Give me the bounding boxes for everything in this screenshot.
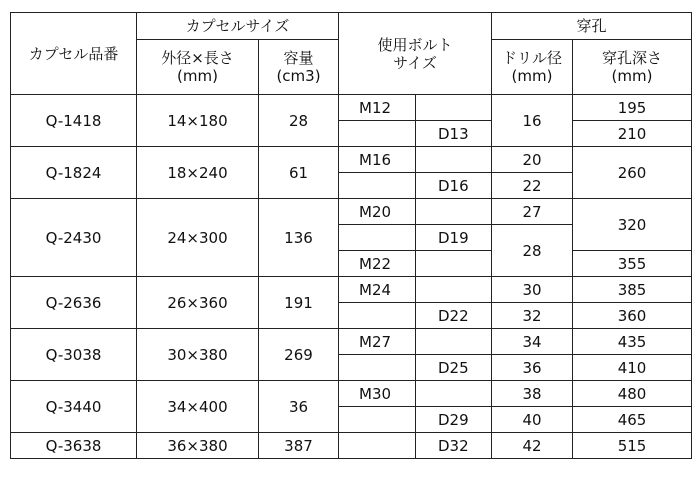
cell-bolt-d: D16 xyxy=(416,173,492,199)
table-row xyxy=(11,433,692,459)
cell-bolt-m: M12 xyxy=(339,95,416,121)
cell-depth: 435 xyxy=(573,329,692,355)
cell-depth: 320 xyxy=(573,199,692,251)
capsule-spec-table xyxy=(10,12,692,459)
cell-part-no: Q-3638 xyxy=(11,433,137,459)
cell-depth: 385 xyxy=(573,277,692,303)
cell-bolt-m: M30 xyxy=(339,381,416,407)
cell-size: 14×180 xyxy=(137,95,259,147)
cell-drill: 16 xyxy=(492,95,573,147)
cell-bolt-m xyxy=(339,355,416,381)
cell-bolt-d xyxy=(416,251,492,277)
table-row xyxy=(11,95,692,121)
cell-part-no: Q-3440 xyxy=(11,381,137,433)
cell-depth: 515 xyxy=(573,433,692,459)
cell-size: 36×380 xyxy=(137,433,259,459)
cell-size: 24×300 xyxy=(137,199,259,277)
cell-drill: 32 xyxy=(492,303,573,329)
header-size-line2: (mm) xyxy=(177,67,218,85)
cell-part-no: Q-1418 xyxy=(11,95,137,147)
cell-drill: 30 xyxy=(492,277,573,303)
cell-bolt-d xyxy=(416,277,492,303)
header-vol-line2: (cm3) xyxy=(276,67,321,85)
cell-volume: 191 xyxy=(259,277,339,329)
table-row xyxy=(11,147,692,173)
cell-drill: 20 xyxy=(492,147,573,173)
cell-volume: 136 xyxy=(259,199,339,277)
header-hole: 穿孔 xyxy=(492,13,692,40)
cell-part-no: Q-2636 xyxy=(11,277,137,329)
header-drill-diameter xyxy=(492,40,573,95)
header-diameter-length xyxy=(137,40,259,95)
cell-size: 26×360 xyxy=(137,277,259,329)
table-row xyxy=(11,381,692,407)
cell-volume: 269 xyxy=(259,329,339,381)
cell-bolt-d: D32 xyxy=(416,433,492,459)
cell-depth: 260 xyxy=(573,147,692,199)
cell-depth: 195 xyxy=(573,95,692,121)
cell-depth: 210 xyxy=(573,121,692,147)
cell-bolt-m: M22 xyxy=(339,251,416,277)
header-bolt-line2: サイズ xyxy=(393,53,437,72)
cell-bolt-m xyxy=(339,173,416,199)
cell-bolt-d: D22 xyxy=(416,303,492,329)
cell-volume: 387 xyxy=(259,433,339,459)
cell-drill: 34 xyxy=(492,329,573,355)
cell-bolt-d: D19 xyxy=(416,225,492,251)
cell-bolt-m xyxy=(339,121,416,147)
cell-depth: 480 xyxy=(573,381,692,407)
cell-volume: 36 xyxy=(259,381,339,433)
cell-bolt-d: D13 xyxy=(416,121,492,147)
cell-bolt-m: M24 xyxy=(339,277,416,303)
cell-drill: 27 xyxy=(492,199,573,225)
cell-depth: 410 xyxy=(573,355,692,381)
table-row xyxy=(11,199,692,225)
cell-bolt-d xyxy=(416,329,492,355)
cell-drill: 40 xyxy=(492,407,573,433)
header-bolt-size xyxy=(339,13,492,95)
table-row xyxy=(11,277,692,303)
cell-drill: 28 xyxy=(492,225,573,277)
cell-drill: 38 xyxy=(492,381,573,407)
cell-bolt-m: M20 xyxy=(339,199,416,225)
cell-size: 18×240 xyxy=(137,147,259,199)
cell-drill: 22 xyxy=(492,173,573,199)
cell-bolt-d: D29 xyxy=(416,407,492,433)
header-capsule-size: カプセルサイズ xyxy=(137,13,339,40)
header-drill-line1: ドリル径 xyxy=(502,49,563,67)
cell-depth: 355 xyxy=(573,251,692,277)
header-depth-line2: (mm) xyxy=(611,67,653,85)
cell-bolt-d xyxy=(416,147,492,173)
cell-bolt-d xyxy=(416,95,492,121)
cell-bolt-d xyxy=(416,199,492,225)
header-volume xyxy=(259,40,339,95)
cell-part-no: Q-2430 xyxy=(11,199,137,277)
cell-bolt-m: M16 xyxy=(339,147,416,173)
cell-bolt-m xyxy=(339,433,416,459)
cell-bolt-d xyxy=(416,381,492,407)
cell-drill: 36 xyxy=(492,355,573,381)
header-size-line1: 外径×長さ xyxy=(161,49,234,67)
cell-part-no: Q-3038 xyxy=(11,329,137,381)
cell-size: 34×400 xyxy=(137,381,259,433)
cell-part-no: Q-1824 xyxy=(11,147,137,199)
spec-table-container xyxy=(10,12,692,459)
header-depth-line1: 穿孔深さ xyxy=(602,49,663,67)
header-drill-line2: (mm) xyxy=(511,67,553,85)
cell-volume: 28 xyxy=(259,95,339,147)
cell-bolt-m xyxy=(339,303,416,329)
header-part-no: カプセル品番 xyxy=(11,13,137,95)
cell-depth: 465 xyxy=(573,407,692,433)
header-bolt-line1: 使用ボルト xyxy=(377,35,453,54)
cell-bolt-m: M27 xyxy=(339,329,416,355)
cell-size: 30×380 xyxy=(137,329,259,381)
cell-bolt-d: D25 xyxy=(416,355,492,381)
table-row xyxy=(11,329,692,355)
header-hole-depth xyxy=(573,40,692,95)
header-vol-line1: 容量 xyxy=(283,49,314,67)
cell-bolt-m xyxy=(339,225,416,251)
cell-bolt-m xyxy=(339,407,416,433)
cell-volume: 61 xyxy=(259,147,339,199)
cell-drill: 42 xyxy=(492,433,573,459)
cell-depth: 360 xyxy=(573,303,692,329)
